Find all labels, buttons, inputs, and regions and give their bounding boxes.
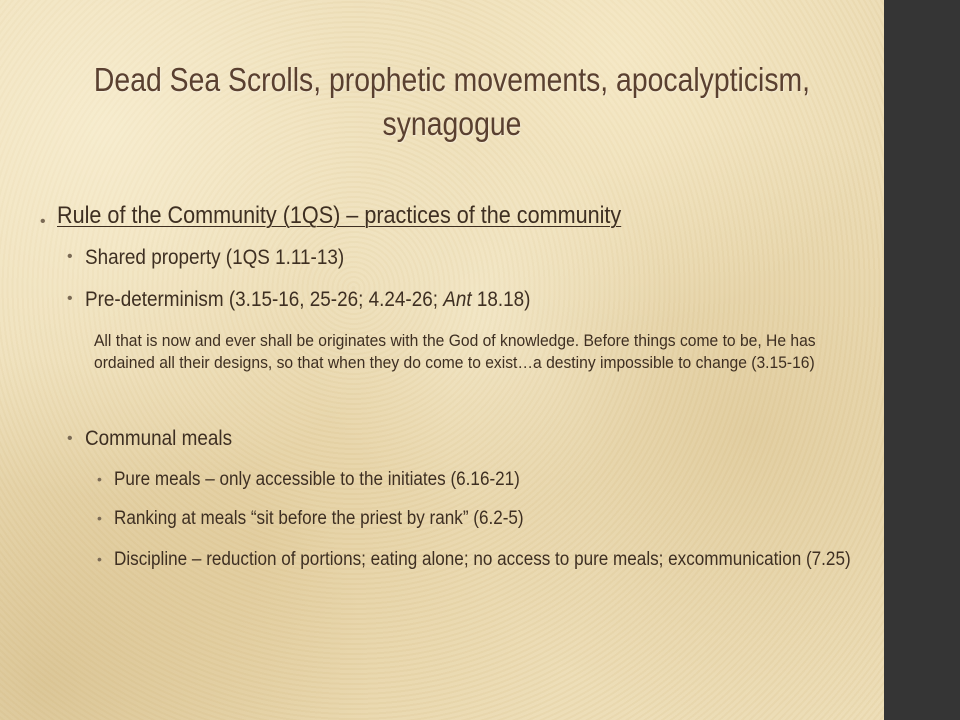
- right-sidebar-bar: [884, 0, 960, 720]
- shared-property-item: Shared property (1QS 1.11-13): [85, 246, 345, 269]
- pure-meals-subitem: Pure meals – only accessible to the initiates (6.16-21): [114, 469, 520, 490]
- slide-title: Dead Sea Scrolls, prophetic movements, apocalypticism, synagogue: [93, 61, 811, 142]
- ant-citation: Ant: [443, 288, 472, 311]
- bullet-icon: •: [97, 471, 102, 487]
- discipline-subitem: Discipline – reduction of portions; eating alone; no access to pure meals; excommunication (7.25): [114, 549, 851, 570]
- bullet-icon: •: [97, 510, 102, 526]
- bullet-icon: •: [40, 213, 46, 230]
- bullet-icon: •: [67, 248, 73, 265]
- rule-of-community-heading: Rule of the Community (1QS) – practices of the community: [57, 202, 622, 229]
- communal-meals-item: Communal meals: [85, 427, 233, 450]
- bullet-icon: •: [67, 430, 73, 447]
- bullet-icon: •: [97, 551, 102, 567]
- predeterminism-quote: All that is now and ever shall be originates with the God of knowledge. Before things come to be, He has ordained all their designs, so that when they do come to exist…a destiny impossible to change (3.15-16): [94, 331, 816, 372]
- predeterminism-item: Pre-determinism (3.15-16, 25-26; 4.24-26; Ant 18.18): [85, 288, 531, 311]
- ranking-subitem: Ranking at meals “sit before the priest by rank” (6.2-5): [114, 508, 524, 529]
- bullet-icon: •: [67, 290, 73, 307]
